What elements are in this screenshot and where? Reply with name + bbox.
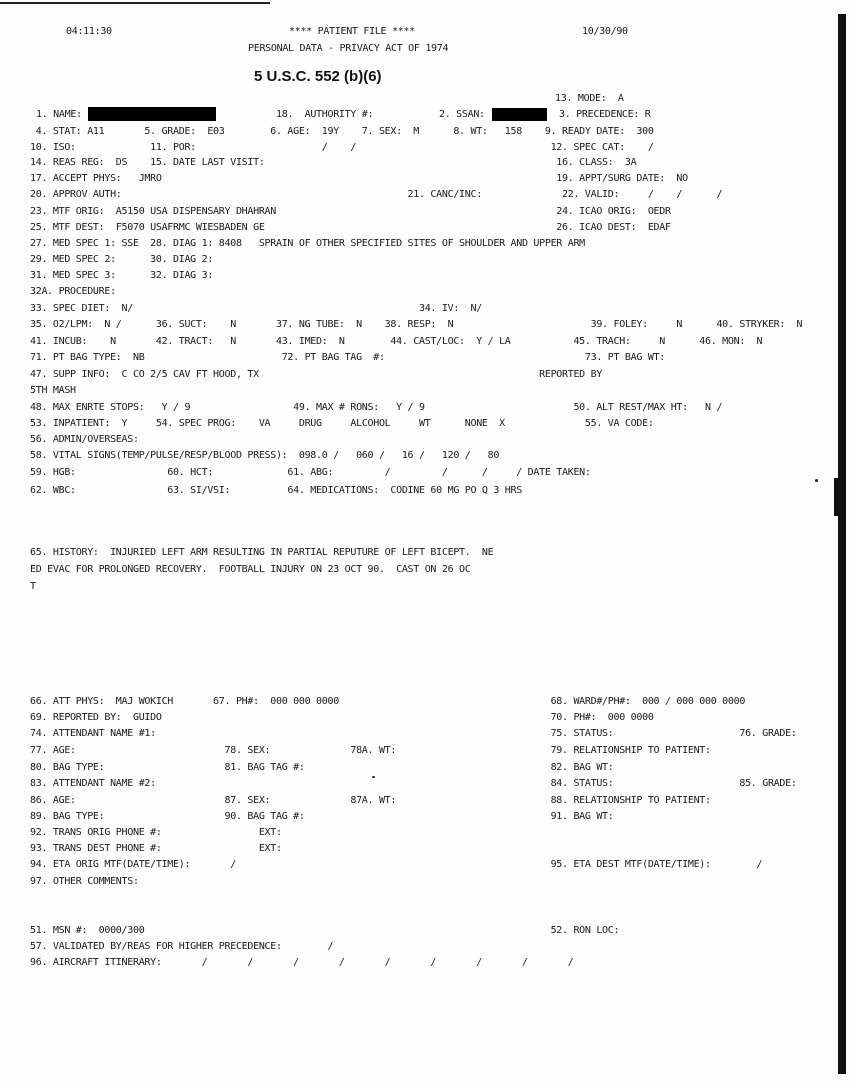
form-line: 62. WBC: 63. SI/VSI: 64. MEDICATIONS: CODINE 60 MG PO Q 3 HRS xyxy=(30,485,522,496)
form-line: 74. ATTENDANT NAME #1: 75. STATUS: 76. GRADE: xyxy=(30,728,797,739)
form-line: 59. HGB: 60. HCT: 61. ABG: / / / / DATE TAKEN: xyxy=(30,467,591,478)
field-name: 1. NAME: xyxy=(36,109,82,120)
form-line: 41. INCUB: N 42. TRACT: N 43. IMED: N 44. CAST/LOC: Y / LA 45. TRACH: N 46. MON: N xyxy=(30,336,763,347)
ssan-redaction xyxy=(492,108,547,121)
field-authority: 18. AUTHORITY #: xyxy=(276,109,374,120)
print-date: 10/30/90 xyxy=(582,26,628,37)
history-line: T xyxy=(30,581,36,592)
form-line: 69. REPORTED BY: GUIDO 70. PH#: 000 0000 xyxy=(30,712,654,723)
history-line: ED EVAC FOR PROLONGED RECOVERY. FOOTBALL INJURY ON 23 OCT 90. CAST ON 26 OC xyxy=(30,564,471,575)
form-line: 96. AIRCRAFT ITINERARY: / / / / / / / / / xyxy=(30,957,574,968)
form-line: 31. MED SPEC 3: 32. DIAG 3: xyxy=(30,270,214,281)
scan-speck xyxy=(372,776,375,778)
form-line: 4. STAT: A11 5. GRADE: E03 6. AGE: 19Y 7. SEX: M 8. WT: 158 9. READY DATE: 300 xyxy=(30,126,654,137)
form-line: 97. OTHER COMMENTS: xyxy=(30,876,139,887)
form-line: 10. ISO: 11. POR: / / 12. SPEC CAT: / xyxy=(30,142,654,153)
form-line: 93. TRANS DEST PHONE #: EXT: xyxy=(30,843,282,854)
document-title: **** PATIENT FILE **** xyxy=(289,26,415,37)
scan-speck xyxy=(815,479,818,482)
form-line: 23. MTF ORIG: A5150 USA DISPENSARY DHAHRAN 24. ICAO ORIG: OEDR xyxy=(30,206,671,217)
form-line: 35. O2/LPM: N / 36. SUCT: N 37. NG TUBE: N 38. RESP: N 39. FOLEY: N 40. STRYKER: N xyxy=(30,319,803,330)
name-redaction xyxy=(88,107,216,121)
form-line: 86. AGE: 87. SEX: 87A. WT: 88. RELATIONSHIP TO PATIENT: xyxy=(30,795,711,806)
print-time: 04:11:30 xyxy=(66,26,112,37)
form-line: 5TH MASH xyxy=(30,385,76,396)
form-line: 66. ATT PHYS: MAJ WOKICH 67. PH#: 000 000 0000 68. WARD#/PH#: 000 / 000 000 0000 xyxy=(30,696,746,707)
history-line: 65. HISTORY: INJURIED LEFT ARM RESULTING IN PARTIAL REPUTURE OF LEFT BICEPT. NE xyxy=(30,547,494,558)
form-line: 58. VITAL SIGNS(TEMP/PULSE/RESP/BLOOD PRESS): 098.0 / 060 / 16 / 120 / 80 xyxy=(30,450,500,461)
form-line: 27. MED SPEC 1: SSE 28. DIAG 1: 8408 SPRAIN OF OTHER SPECIFIED SITES OF SHOULDER AND UPPER ARM xyxy=(30,238,585,249)
form-line: 89. BAG TYPE: 90. BAG TAG #: 91. BAG WT: xyxy=(30,811,614,822)
form-line: 92. TRANS ORIG PHONE #: EXT: xyxy=(30,827,282,838)
form-line: 71. PT BAG TYPE: NB 72. PT BAG TAG #: 73. PT BAG WT: xyxy=(30,352,665,363)
form-line: 17. ACCEPT PHYS: JMRO 19. APPT/SURG DATE: NO xyxy=(30,173,688,184)
form-line: 48. MAX ENRTE STOPS: Y / 9 49. MAX # RONS: Y / 9 50. ALT REST/MAX HT: N / xyxy=(30,402,723,413)
field-precedence: 3. PRECEDENCE: R xyxy=(559,109,651,120)
form-line: 94. ETA ORIG MTF(DATE/TIME): / 95. ETA DEST MTF(DATE/TIME): / xyxy=(30,859,763,870)
form-line: 83. ATTENDANT NAME #2: 84. STATUS: 85. GRADE: xyxy=(30,778,797,789)
scan-edge-blot xyxy=(834,478,840,516)
form-line: 56. ADMIN/OVERSEAS: xyxy=(30,434,139,445)
form-line: 57. VALIDATED BY/REAS FOR HIGHER PRECEDENCE: / xyxy=(30,941,334,952)
form-line: 77. AGE: 78. SEX: 78A. WT: 79. RELATIONSHIP TO PATIENT: xyxy=(30,745,711,756)
form-line: 20. APPROV AUTH: 21. CANC/INC: 22. VALID: / / / xyxy=(30,189,723,200)
field-mode: 13. MODE: A xyxy=(555,93,624,104)
form-line: 53. INPATIENT: Y 54. SPEC PROG: VA DRUG ALCOHOL WT NONE X 55. VA CODE: xyxy=(30,418,654,429)
scan-edge-right xyxy=(838,14,846,1074)
form-line: 51. MSN #: 0000/300 52. RON LOC: xyxy=(30,925,620,936)
form-line: 33. SPEC DIET: N/ 34. IV: N/ xyxy=(30,303,482,314)
top-rule xyxy=(0,2,270,4)
form-line: 14. REAS REG: DS 15. DATE LAST VISIT: 16. CLASS: 3A xyxy=(30,157,637,168)
foia-exemption-stamp: 5 U.S.C. 552 (b)(6) xyxy=(254,68,382,85)
field-ssan: 2. SSAN: xyxy=(439,109,485,120)
form-line: 47. SUPP INFO: C CO 2/5 CAV FT HOOD, TX REPORTED BY xyxy=(30,369,603,380)
privacy-notice: PERSONAL DATA - PRIVACY ACT OF 1974 xyxy=(248,43,449,54)
form-line: 80. BAG TYPE: 81. BAG TAG #: 82. BAG WT: xyxy=(30,762,614,773)
form-line: 32A. PROCEDURE: xyxy=(30,286,116,297)
form-line: 25. MTF DEST: F5070 USAFRMC WIESBADEN GE 26. ICAO DEST: EDAF xyxy=(30,222,671,233)
form-line: 29. MED SPEC 2: 30. DIAG 2: xyxy=(30,254,214,265)
